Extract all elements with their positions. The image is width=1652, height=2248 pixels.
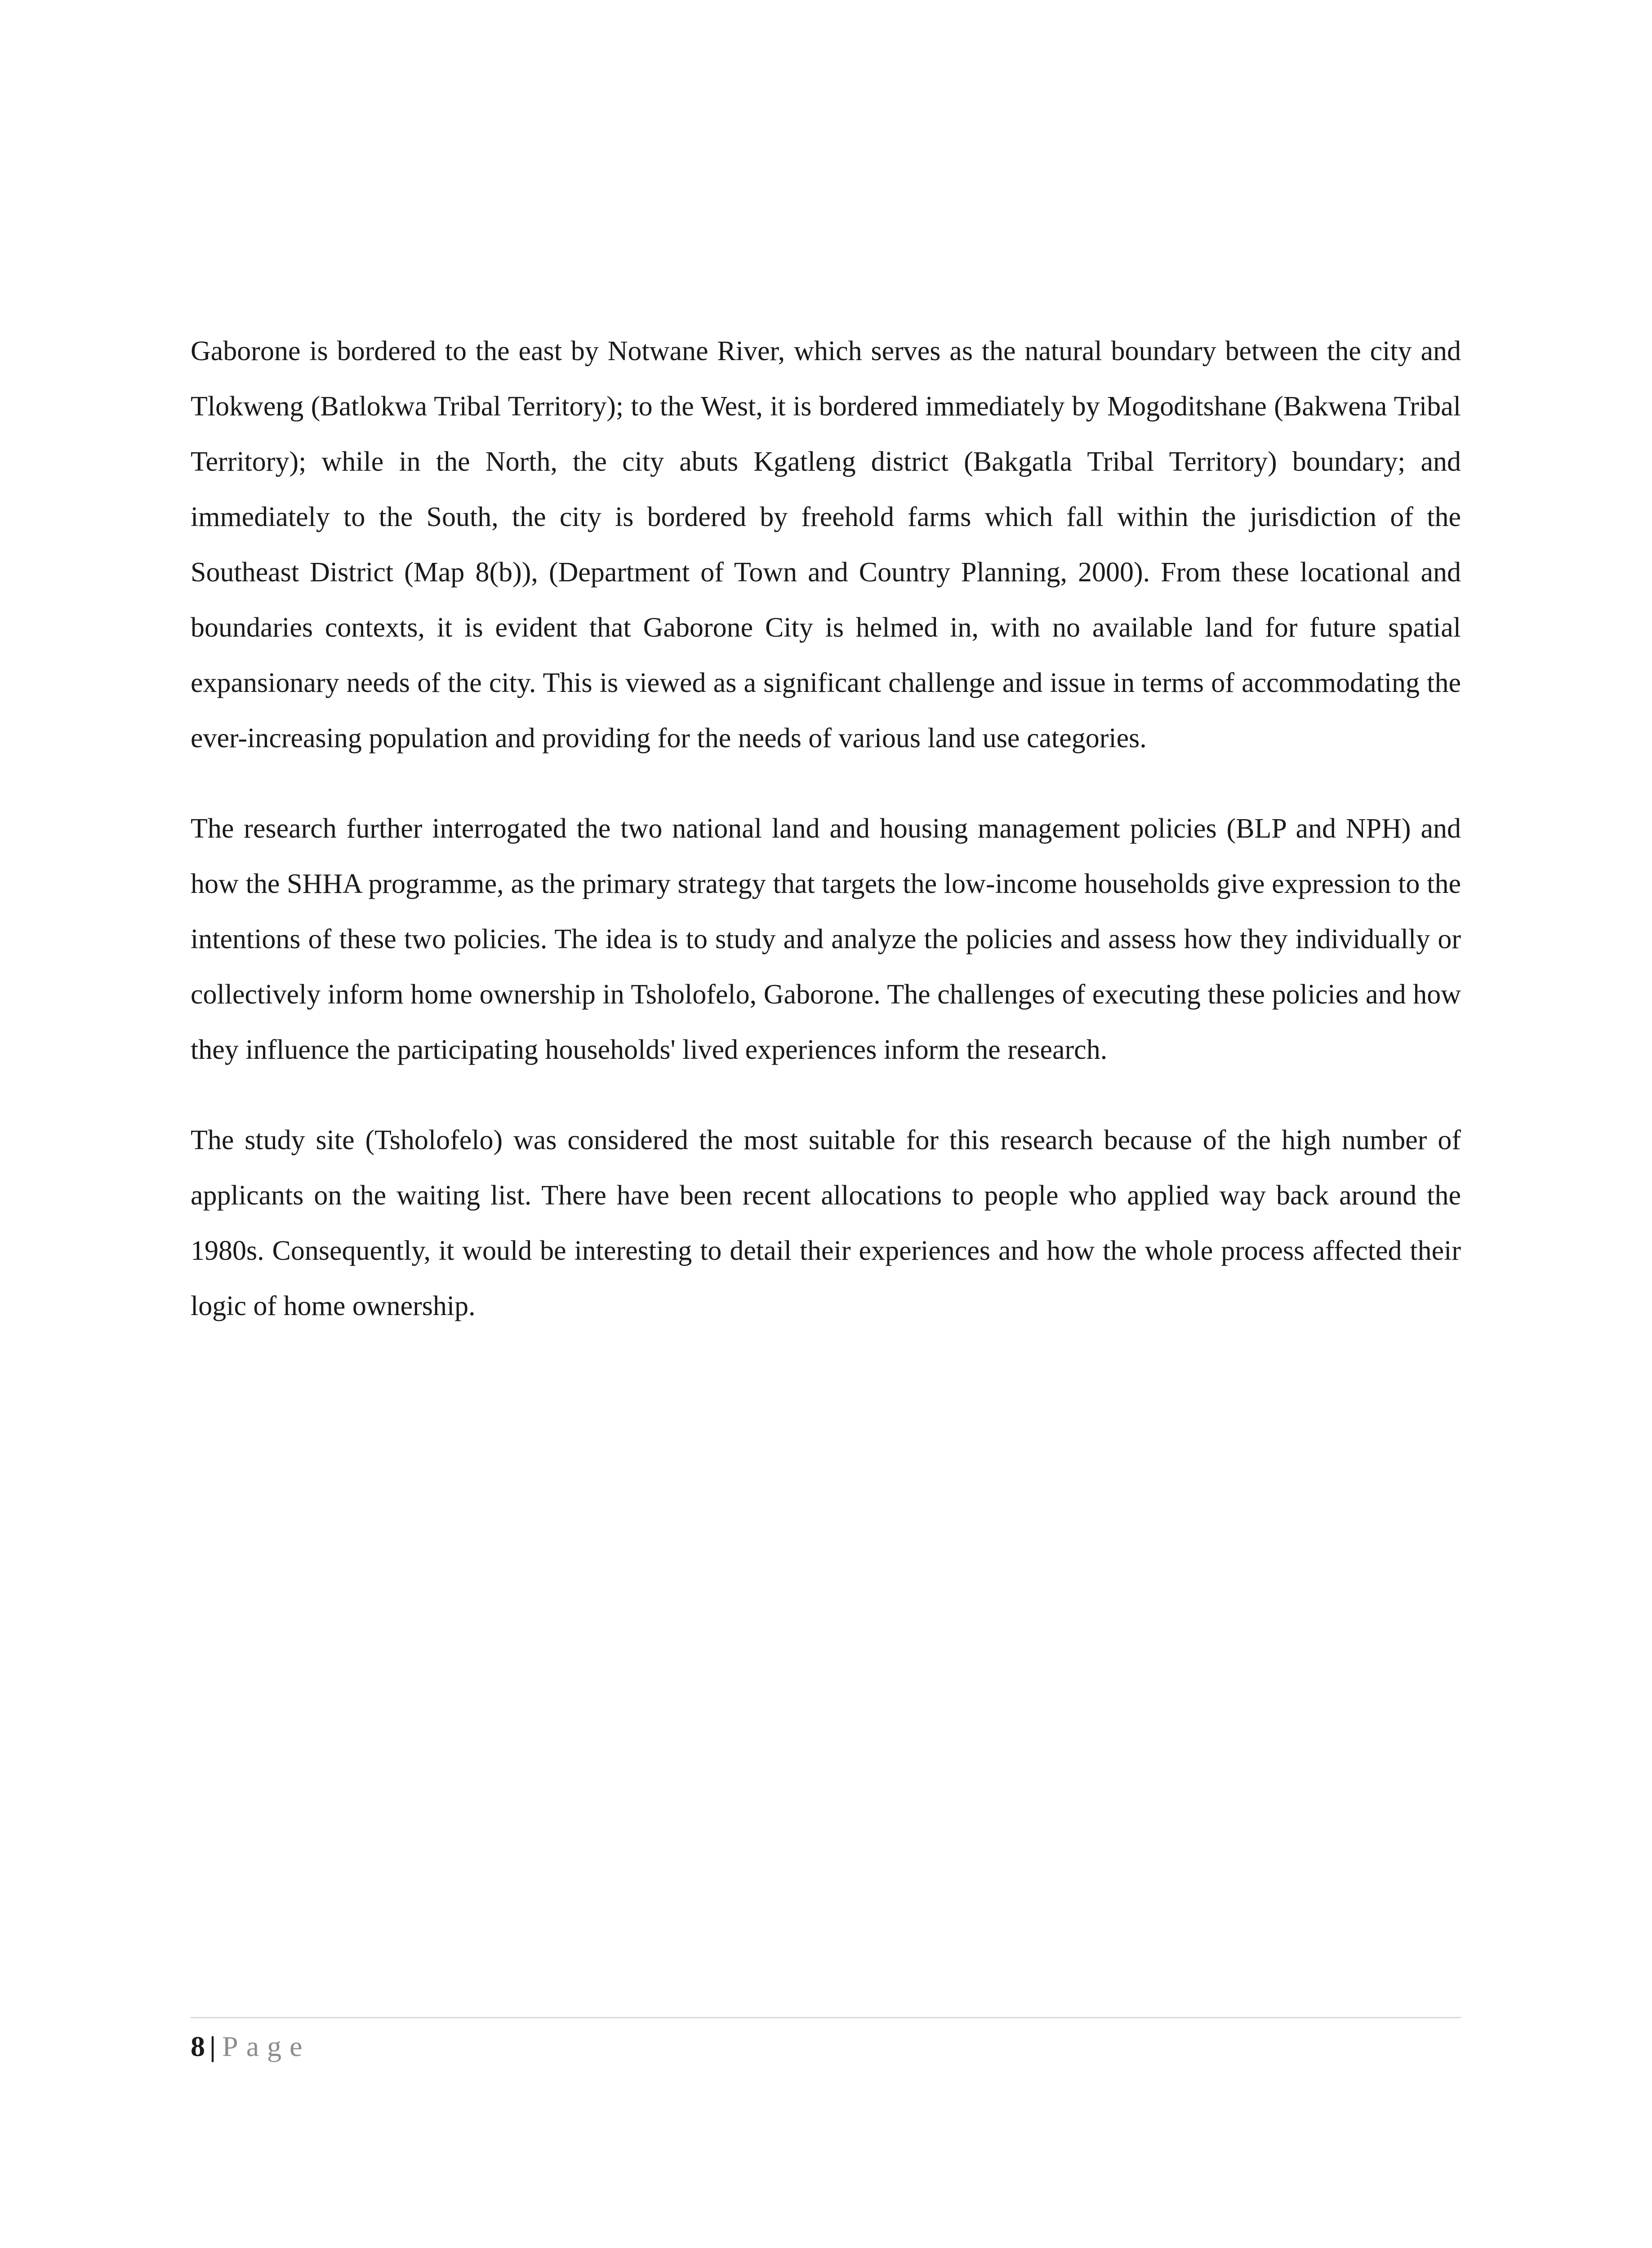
- paragraph-2: The research further interrogated the two national land and housing management policies (BLP and NPH) and how the SHHA programme, as the primary strategy that targets the low-income households give expression to the intentions of these two policies. The idea is to study and analyze the policies and assess how they individually or collectively inform home ownership in Tsholofelo, Gaborone. The challenges of executing these policies and how they influence the participating households' lived experiences inform the research.: [191, 813, 1461, 1065]
- paragraph-3: The study site (Tsholofelo) was considered the most suitable for this research because of the high number of applicants on the waiting list. There have been recent allocations to people who applied way back around the 1980s. Consequently, it would be interesting to detail their experiences and how the whole process affected their logic of home ownership.: [191, 1125, 1461, 1321]
- page-number: 8: [191, 2030, 205, 2062]
- page-footer: [191, 2017, 1461, 2067]
- page-label: Page: [222, 2030, 311, 2062]
- footer-separator: |: [209, 2030, 216, 2062]
- body-text: [191, 324, 1461, 1369]
- paragraph-1: Gaborone is bordered to the east by Notwane River, which serves as the natural boundary between the city and Tlokweng (Batlokwa Tribal Territory); to the West, it is bordered immediately by Mogoditshane (Bakwena Tribal Territory); while in the North, the city abuts Kgatleng district (Bakgatla Tribal Territory) boundary; and immediately to the South, the city is bordered by freehold farms which fall within the jurisdiction of the Southeast District (Map 8(b)), (Department of Town and Country Planning, 2000). From these locational and boundaries contexts, it is evident that Gaborone City is helmed in, with no available land for future spatial expansionary needs of the city. This is viewed as a significant challenge and issue in terms of accommodating the ever-increasing population and providing for the needs of various land use categories.: [191, 336, 1461, 754]
